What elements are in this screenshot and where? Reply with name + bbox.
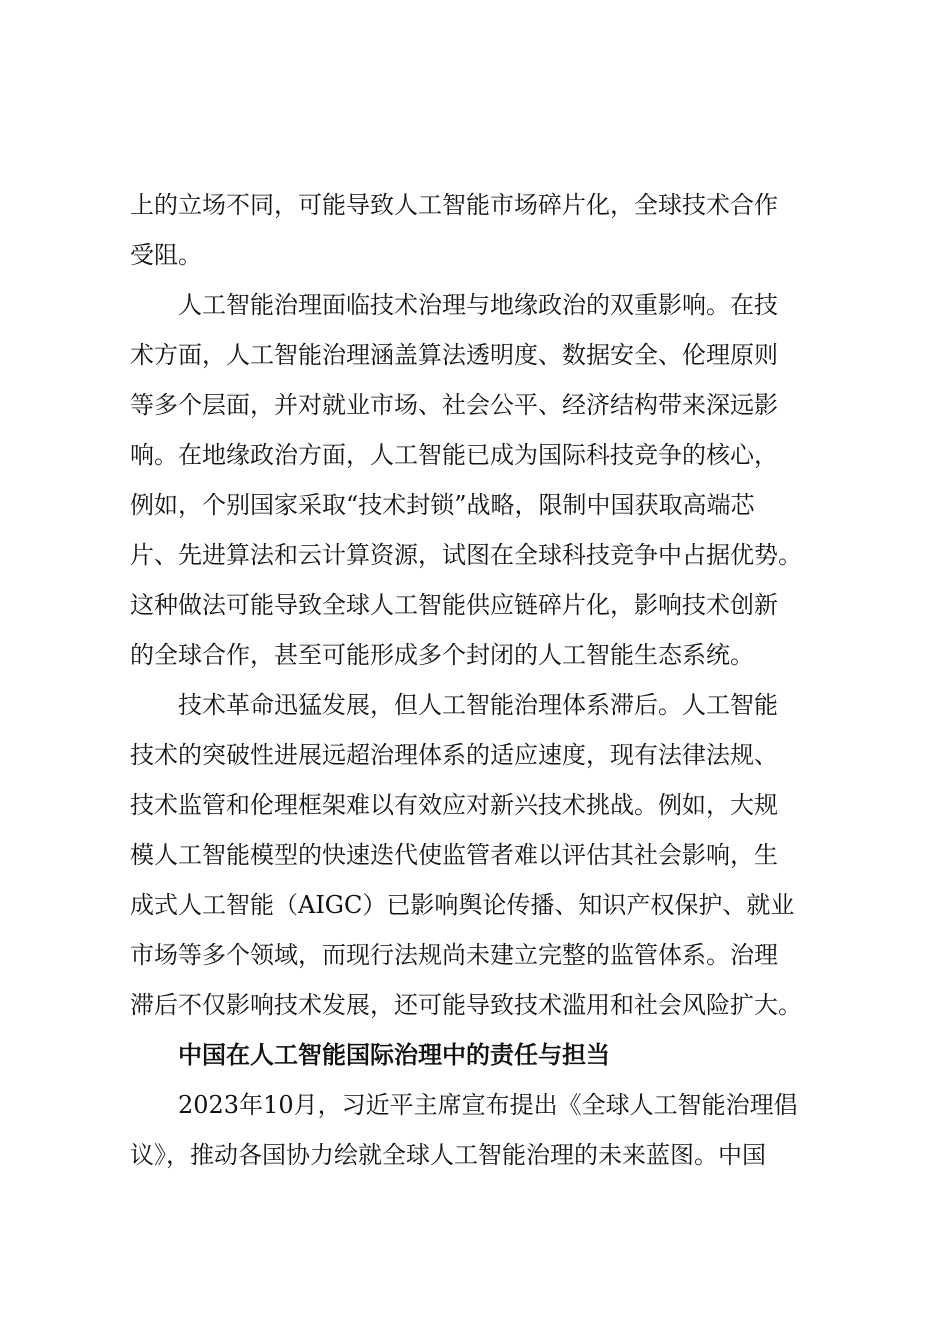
paragraph-first-line: 2023年10月，习近平主席宣布提出《全球人工智能治理倡	[178, 1091, 798, 1119]
body-text-line: 响。在地缘政治方面，人工智能已成为国际科技竞争的核心，	[130, 441, 778, 469]
body-text-line: 议》，推动各国协力绘就全球人工智能治理的未来蓝图。中国	[130, 1141, 766, 1169]
body-text-line: 片、先进算法和云计算资源，试图在全球科技竞争中占据优势。	[130, 541, 802, 569]
body-text-line: 成式人工智能（AIGC）已影响舆论传播、知识产权保护、就业	[130, 891, 795, 919]
body-text-line: 的全球合作，甚至可能形成多个封闭的人工智能生态系统。	[130, 641, 754, 669]
body-text-line: 这种做法可能导致全球人工智能供应链碎片化，影响技术创新	[130, 591, 778, 619]
body-text-line: 受阻。	[130, 241, 202, 269]
body-text-line: 模人工智能模型的快速迭代使监管者难以评估其社会影响，生	[130, 841, 778, 869]
body-text-line: 术方面，人工智能治理涵盖算法透明度、数据安全、伦理原则	[130, 341, 778, 369]
body-text-line: 技术监管和伦理框架难以有效应对新兴技术挑战。例如，大规	[130, 791, 778, 819]
body-text-line: 技术的突破性进展远超治理体系的适应速度，现有法律法规、	[130, 741, 778, 769]
paragraph-first-line: 人工智能治理面临技术治理与地缘政治的双重影响。在技	[178, 291, 778, 319]
body-text-line: 例如，个别国家采取“技术封锁”战略，限制中国获取高端芯	[130, 491, 755, 519]
body-text-line: 市场等多个领域，而现行法规尚未建立完整的监管体系。治理	[130, 941, 778, 969]
body-text-line: 滞后不仅影响技术发展，还可能导致技术滥用和社会风险扩大。	[130, 991, 802, 1019]
body-text-line: 上的立场不同，可能导致人工智能市场碎片化，全球技术合作	[130, 191, 778, 219]
section-heading: 中国在人工智能国际治理中的责任与担当	[178, 1041, 610, 1069]
paragraph-first-line: 技术革命迅猛发展，但人工智能治理体系滞后。人工智能	[178, 691, 778, 719]
body-text-line: 等多个层面，并对就业市场、社会公平、经济结构带来深远影	[130, 391, 778, 419]
